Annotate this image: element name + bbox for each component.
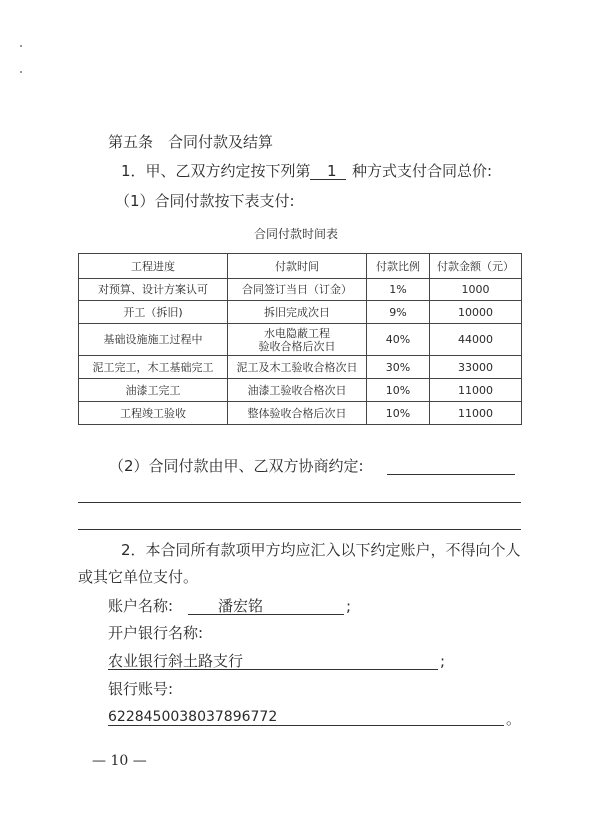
table-cell: 10000 xyxy=(458,305,493,319)
bank-name-underline xyxy=(108,669,438,670)
scan-speck xyxy=(20,71,22,73)
sub-clause-2: （2）合同付款由甲、乙双方协商约定: xyxy=(109,457,364,475)
table-cell: 油漆工完工 xyxy=(125,383,181,397)
table-cell: 1000 xyxy=(461,283,490,296)
table-header-progress: 工程进度 xyxy=(131,259,175,273)
article-heading: 第五条 合同付款及结算 xyxy=(108,133,274,151)
clause-2-line-1: 2．本合同所有款项甲方均应汇入以下约定账户，不得向个人 xyxy=(121,541,521,559)
table-cell: 40% xyxy=(385,333,411,346)
table-cell: 30% xyxy=(385,360,411,374)
table-cell: 开工（拆旧) xyxy=(123,305,183,319)
account-number-label: 银行账号: xyxy=(108,680,174,698)
table-cell: 油漆工验收合格次日 xyxy=(247,383,347,397)
table-cell: 10% xyxy=(385,383,411,397)
blank-line xyxy=(78,502,521,503)
clause-1-prefix: 1．甲、乙双方约定按下列第 xyxy=(121,162,311,180)
account-number-underline xyxy=(108,725,504,726)
table-cell: 对预算、设计方案认可 xyxy=(98,283,208,296)
table-cell: 合同签订当日（订金） xyxy=(242,283,352,296)
blank-line xyxy=(78,529,521,530)
account-number-end: 。 xyxy=(506,710,522,728)
table-cell: 44000 xyxy=(458,333,493,346)
table-cell: 11000 xyxy=(458,406,493,420)
table-cell: 整体验收合格后次日 xyxy=(247,406,347,420)
clause-2-line-2: 或其它单位支付。 xyxy=(78,568,199,586)
sub-clause-1: （1）合同付款按下表支付: xyxy=(115,192,295,210)
table-cell: 33000 xyxy=(458,360,493,374)
bank-name-label: 开户银行名称: xyxy=(108,624,204,642)
account-number-value: 6228450038037896772 xyxy=(108,709,278,725)
clause-1-choice: 1 xyxy=(327,162,337,180)
table-header-amount: 付款金额（元） xyxy=(437,259,514,273)
table-cell: 工程竣工验收 xyxy=(120,406,186,420)
sub-clause-2-blank xyxy=(387,474,515,475)
table-cell-multiline: 水电隐蔽工程 验收合格后次日 xyxy=(258,326,336,353)
account-name-label: 账户名称: xyxy=(108,597,174,615)
clause-1-suffix: 种方式支付合同总价: xyxy=(352,162,493,180)
clause-1-underline xyxy=(310,179,346,180)
account-name-underline xyxy=(188,614,344,615)
bank-name-value: 农业银行斜土路支行 xyxy=(108,652,244,670)
table-cell: 11000 xyxy=(458,383,493,397)
table-cell: 1% xyxy=(389,283,407,296)
account-name-value: 潘宏铭 xyxy=(218,597,264,615)
table-cell: 拆旧完成次日 xyxy=(264,305,330,319)
table-cell: 泥工完工，木工基础完工 xyxy=(92,360,214,374)
table-cell: 泥工及木工验收合格次日 xyxy=(236,360,358,374)
table-header-ratio: 付款比例 xyxy=(376,259,420,273)
table-title: 合同付款时间表 xyxy=(254,227,339,241)
scan-speck xyxy=(20,45,22,47)
page-number: — 10 — xyxy=(92,753,147,769)
account-name-end: ; xyxy=(346,597,352,615)
table-header-time: 付款时间 xyxy=(275,259,319,273)
bank-name-end: ; xyxy=(440,652,446,670)
table-cell: 10% xyxy=(385,406,411,420)
table-cell: 9% xyxy=(389,305,407,319)
table-cell: 基础设施施工过程中 xyxy=(103,333,203,346)
